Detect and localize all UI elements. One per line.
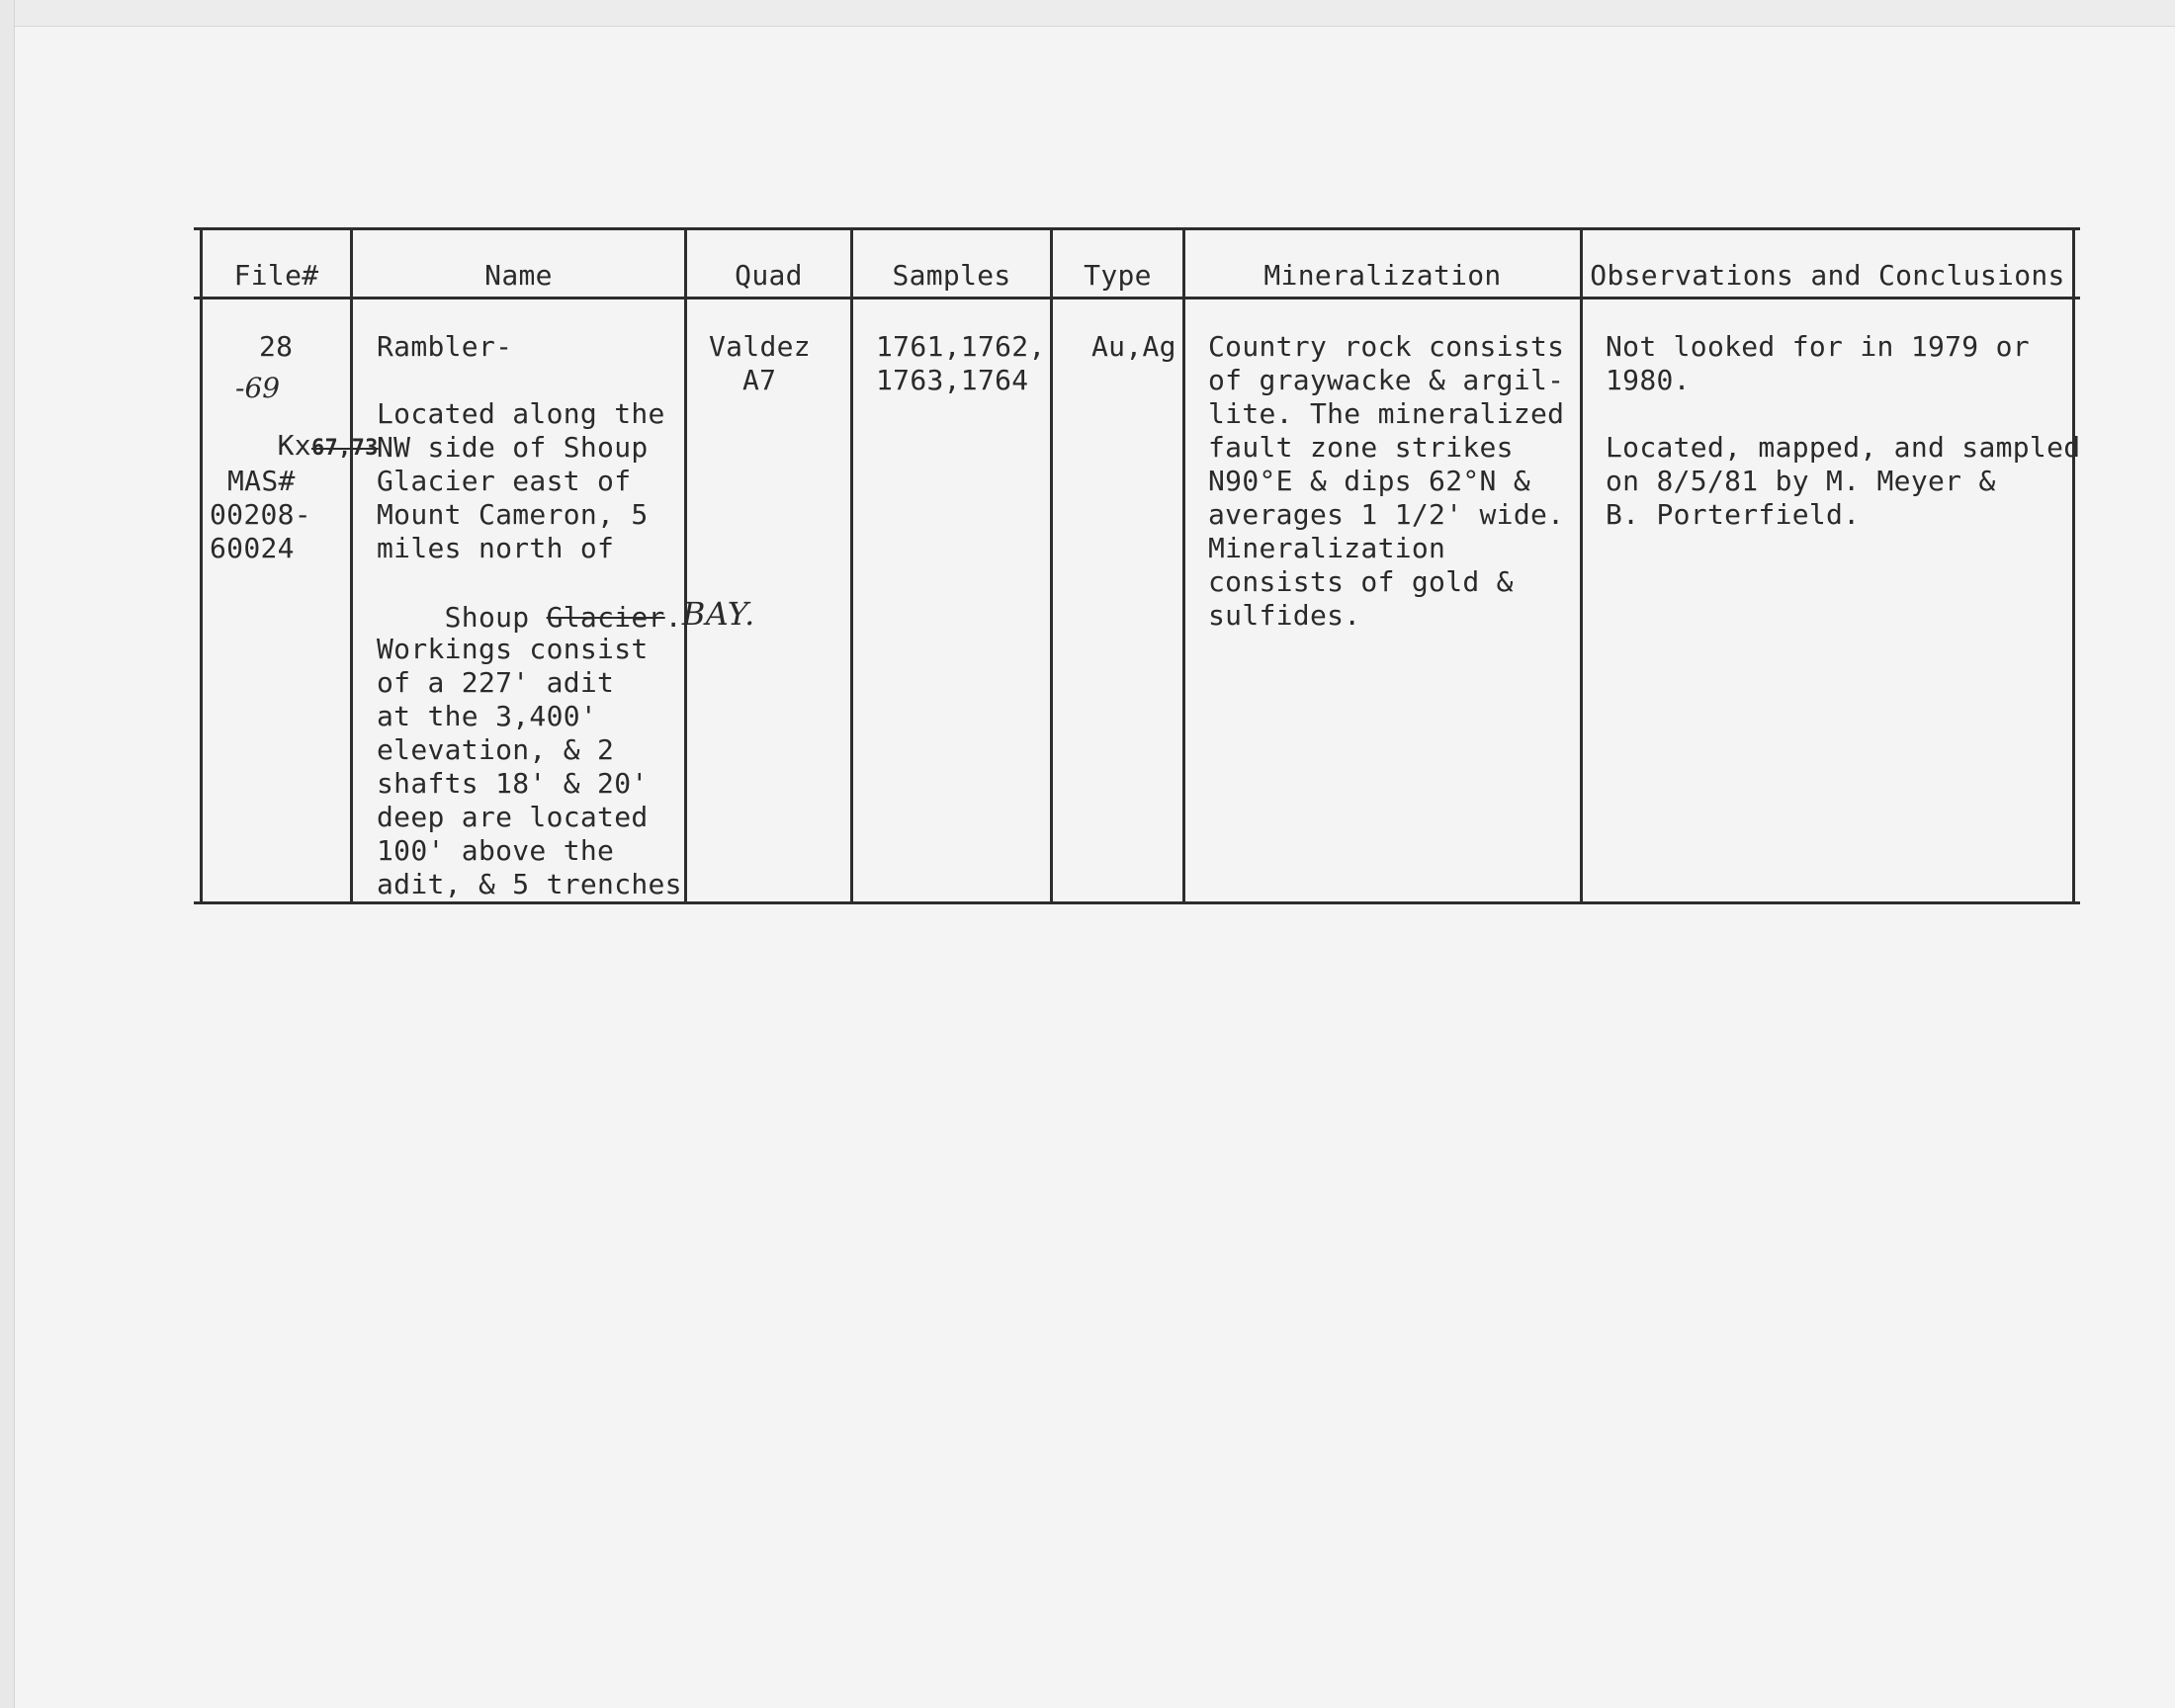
page-top-edge xyxy=(0,0,2175,27)
mas-number-line-1: 00208- xyxy=(210,498,311,531)
name-workings-line-7: 100' above the xyxy=(377,834,615,867)
quad-line-1: Valdez xyxy=(709,330,811,363)
header-mineralization: Mineralization xyxy=(1263,259,1502,292)
col-divider-quad-samples xyxy=(850,227,853,904)
file-number: 28 xyxy=(259,330,294,363)
quad-line-2: A7 xyxy=(742,364,777,396)
name-workings-line-6: deep are located xyxy=(377,801,649,833)
name-workings-line-1: Workings consist xyxy=(377,633,649,665)
mine-record-table xyxy=(194,227,2080,905)
table-top-rule xyxy=(194,227,2080,230)
header-name: Name xyxy=(484,259,553,292)
name-location-line-5: miles north of xyxy=(377,532,615,564)
samples-line-1: 1761,1762, xyxy=(876,330,1046,363)
observations-p2-line-1: Located, mapped, and sampled xyxy=(1606,431,2081,464)
mas-number-line-2: 60024 xyxy=(210,532,295,564)
name-workings-line-2: of a 227' adit xyxy=(377,666,615,699)
mineralization-line-4: fault zone strikes xyxy=(1208,431,1514,464)
handwritten-kx-correction: -69 xyxy=(235,372,281,404)
name-location-line-3: Glacier east of xyxy=(377,465,632,497)
samples-line-2: 1763,1764 xyxy=(876,364,1029,396)
mineral-type: Au,Ag xyxy=(1091,330,1176,363)
header-file-number: File# xyxy=(233,259,319,292)
col-divider-right xyxy=(2072,227,2075,904)
header-bottom-rule xyxy=(194,297,2080,299)
mineralization-line-3: lite. The mineralized xyxy=(1208,397,1565,430)
handwritten-bay: BAY. xyxy=(681,595,755,633)
col-divider-file-name xyxy=(350,227,353,904)
mineralization-line-5: N90°E & dips 62°N & xyxy=(1208,465,1530,497)
observations-p2-line-3: B. Porterfield. xyxy=(1606,498,1861,531)
name-workings-line-3: at the 3,400' xyxy=(377,700,598,732)
mineralization-line-1: Country rock consists xyxy=(1208,330,1565,363)
observations-p2-line-2: on 8/5/81 by M. Meyer & xyxy=(1606,465,1996,497)
col-divider-type-mineralization xyxy=(1182,227,1185,904)
name-workings-line-5: shafts 18' & 20' xyxy=(377,767,649,800)
header-type: Type xyxy=(1084,259,1152,292)
header-samples: Samples xyxy=(892,259,1011,292)
observations-p1-line-2: 1980. xyxy=(1606,364,1691,396)
location-period: . xyxy=(664,601,682,634)
location-struck-glacier: Glacier xyxy=(546,601,665,634)
name-title: Rambler- xyxy=(377,330,513,363)
mineralization-line-2: of graywacke & argil- xyxy=(1208,364,1565,396)
name-location-line-1: Located along the xyxy=(377,397,665,430)
name-location-line-4: Mount Cameron, 5 xyxy=(377,498,649,531)
kx-struck-number: 67,73 xyxy=(310,436,379,461)
mas-label: MAS# xyxy=(227,465,296,497)
name-workings-line-8: adit, & 5 trenches xyxy=(377,868,682,900)
col-divider-samples-type xyxy=(1050,227,1053,904)
header-observations: Observations and Conclusions xyxy=(1590,259,2065,292)
mineralization-line-7: Mineralization xyxy=(1208,532,1446,564)
kx-prefix: Kx xyxy=(277,429,311,462)
observations-p1-line-1: Not looked for in 1979 or xyxy=(1606,330,2030,363)
col-divider-mineralization-observations xyxy=(1580,227,1583,904)
name-location-line-2: NW side of Shoup xyxy=(377,431,649,464)
mineralization-line-8: consists of gold & xyxy=(1208,565,1514,598)
mineralization-line-6: averages 1 1/2' wide. xyxy=(1208,498,1565,531)
col-divider-left xyxy=(200,227,203,904)
location-shoup: Shoup xyxy=(444,601,547,634)
page-left-edge xyxy=(0,0,15,1708)
table-bottom-rule xyxy=(194,901,2080,904)
name-workings-line-4: elevation, & 2 xyxy=(377,733,615,766)
header-quad: Quad xyxy=(735,259,803,292)
mineralization-line-9: sulfides. xyxy=(1208,599,1361,632)
